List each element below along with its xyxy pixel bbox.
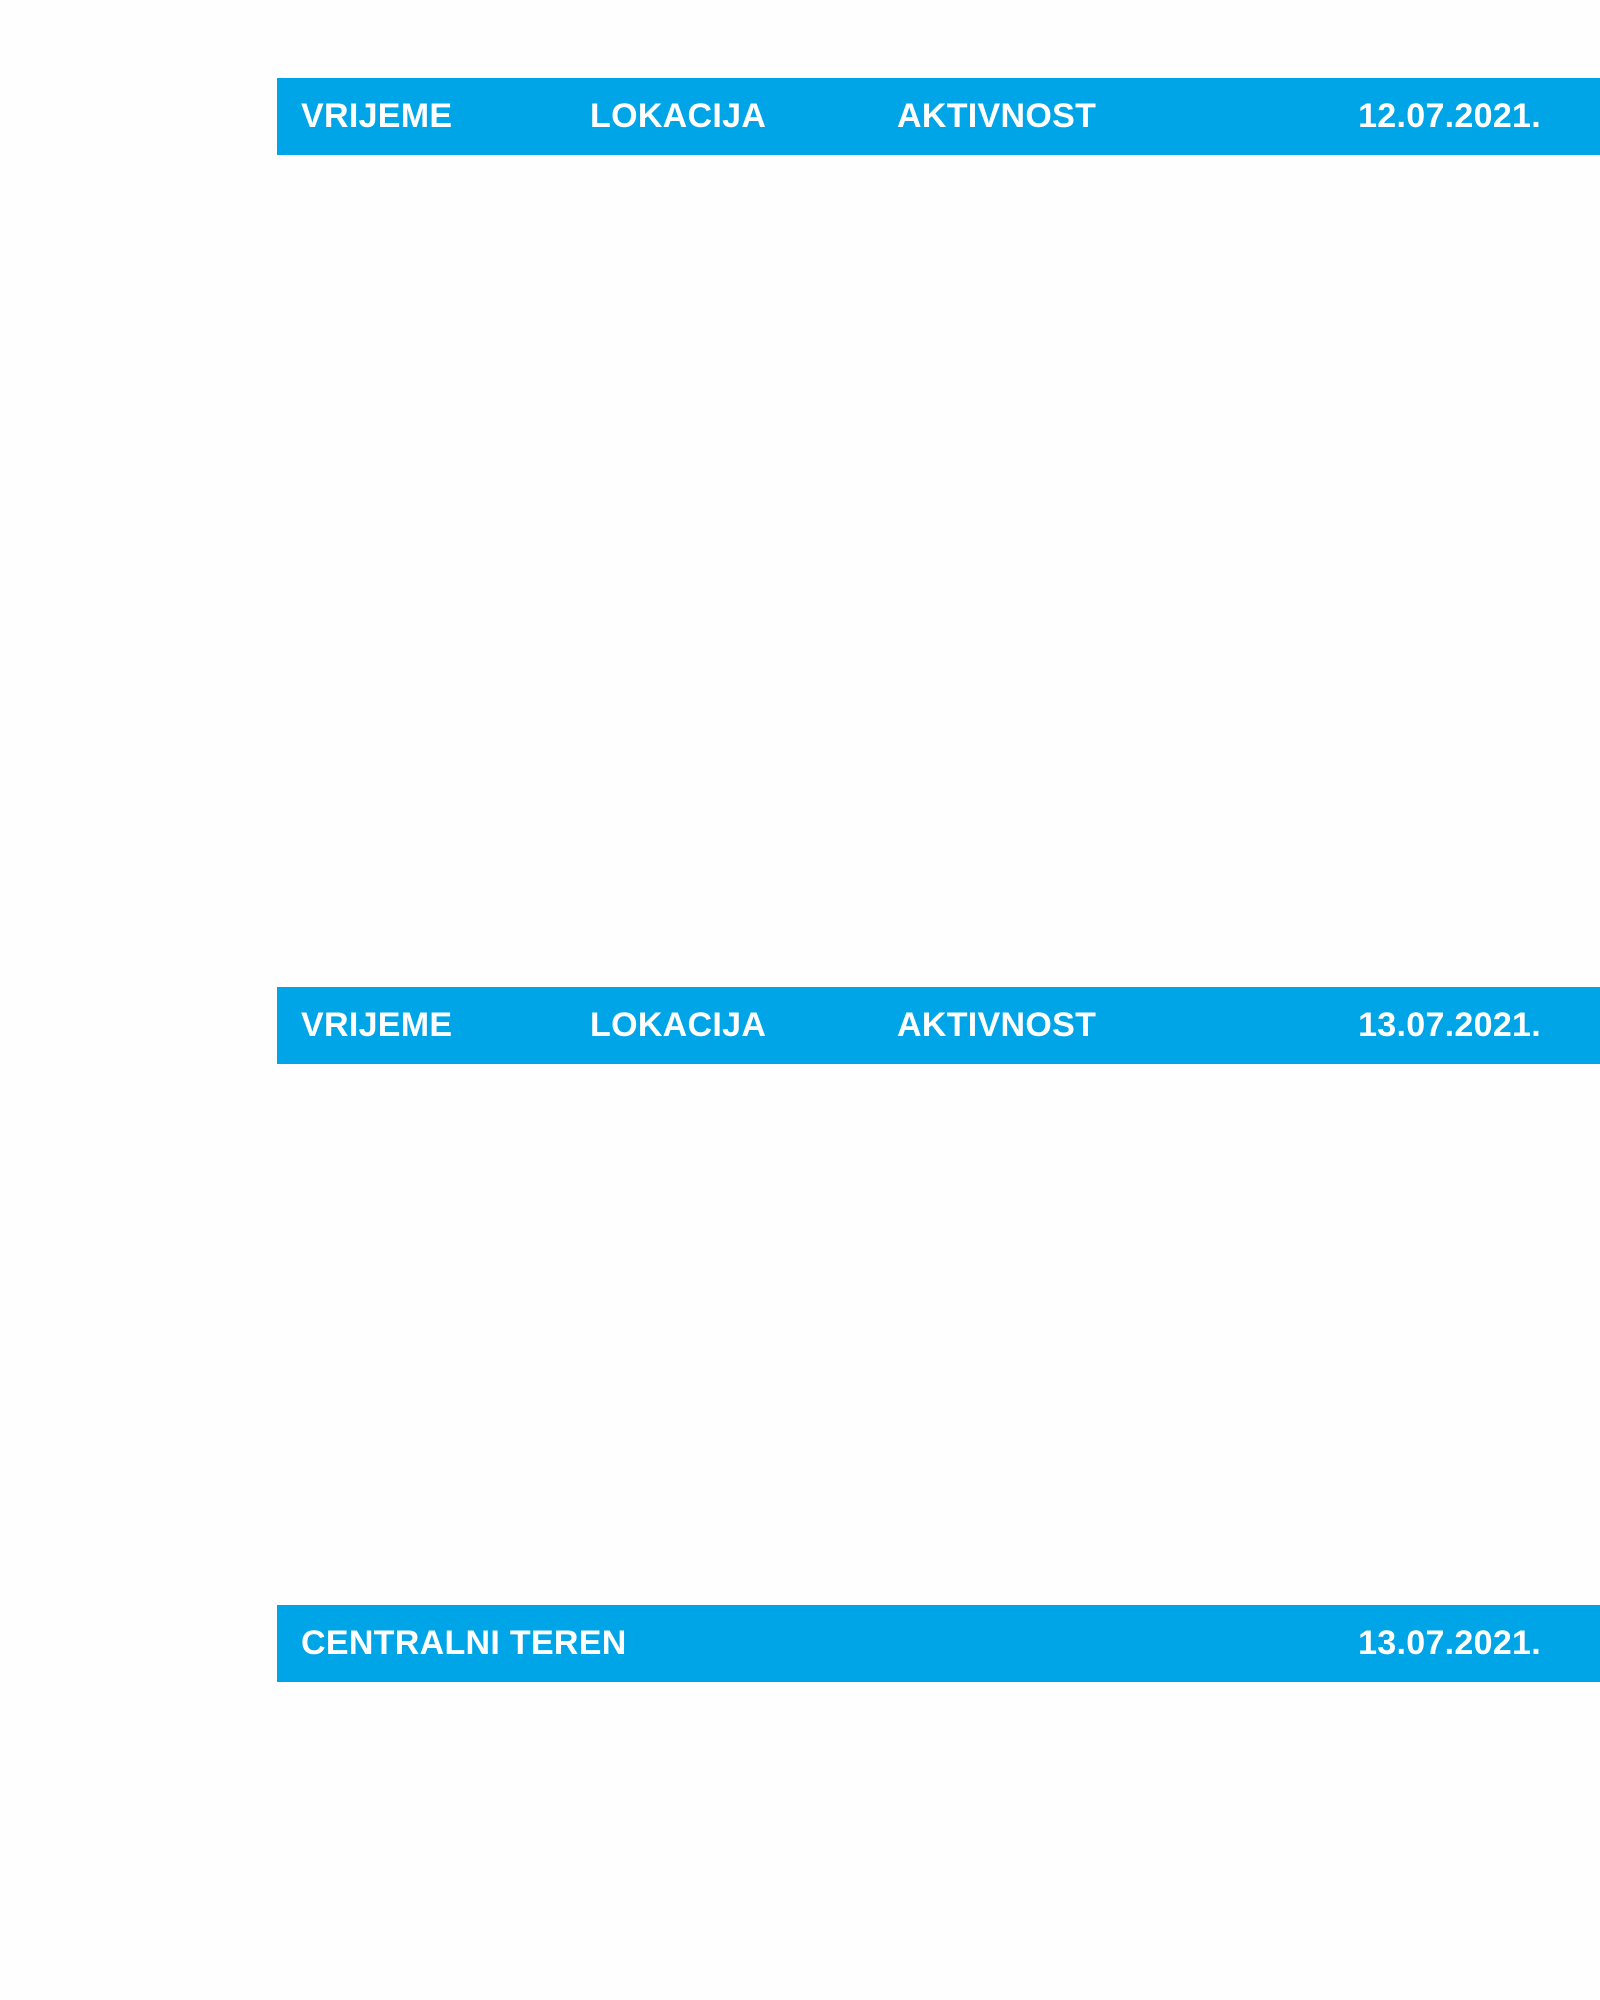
schedule-date: 13.07.2021.: [1358, 1006, 1541, 1044]
schedule-date: 12.07.2021.: [1358, 97, 1541, 135]
column-header-location: LOKACIJA: [590, 1006, 767, 1044]
column-header-location: LOKACIJA: [590, 97, 767, 135]
schedule-date: 13.07.2021.: [1358, 1624, 1541, 1662]
column-header-time: VRIJEME: [301, 97, 453, 135]
column-header-time: VRIJEME: [301, 1006, 453, 1044]
schedule-header-12-07: [277, 78, 1600, 155]
column-header-activity: AKTIVNOST: [897, 97, 1097, 135]
schedule-header-centralni-teren: [277, 1605, 1600, 1682]
section-title: CENTRALNI TEREN: [301, 1624, 627, 1662]
column-header-activity: AKTIVNOST: [897, 1006, 1097, 1044]
schedule-header-13-07: [277, 987, 1600, 1064]
